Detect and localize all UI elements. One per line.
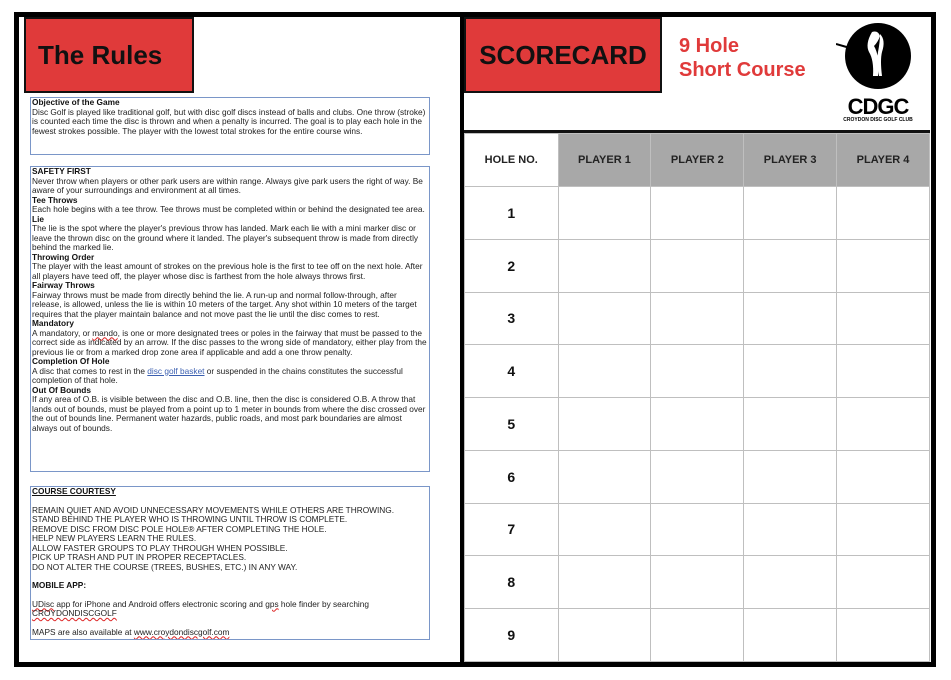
logo-text: CDGC	[847, 94, 909, 119]
website-link[interactable]: www.croydondiscgolf.com	[133, 626, 230, 637]
score-cell-player-4[interactable]	[837, 450, 930, 503]
gps-word: gps	[265, 598, 279, 609]
score-cell-player-2[interactable]	[651, 239, 744, 292]
score-cell-player-1[interactable]	[558, 398, 651, 451]
score-cell-player-4[interactable]	[837, 345, 930, 398]
completion-text-a: A disc that comes to rest in the	[32, 365, 148, 376]
hole-number: 9	[465, 609, 559, 662]
score-cell-player-3[interactable]	[744, 556, 837, 609]
disc-golf-basket-link[interactable]: disc golf basket	[147, 365, 205, 376]
club-logo	[836, 20, 920, 128]
objective-heading: Objective of the Game	[32, 97, 120, 107]
mandatory-text-a: A mandatory, or	[32, 327, 93, 338]
completion-text-b: or suspended in the chains constitutes the successful completion of that hole.	[32, 365, 403, 385]
table-row	[465, 556, 930, 609]
rule-heading: SAFETY FIRST	[32, 166, 91, 176]
mobile-text	[32, 600, 428, 619]
mandatory-heading: Mandatory	[32, 318, 74, 328]
courtesy-heading: COURSE COURTESY	[32, 486, 116, 496]
table-row	[465, 239, 930, 292]
table-row	[465, 450, 930, 503]
table-row	[465, 292, 930, 345]
scorecard-header-row	[465, 134, 930, 187]
courtesy-line: DO NOT ALTER THE COURSE (TREES, BUSHES, ETC.) IN ANY WAY.	[32, 561, 298, 572]
score-cell-player-3[interactable]	[744, 292, 837, 345]
header-player-1: PLAYER 1	[558, 134, 651, 187]
rule-heading: Tee Throws	[32, 194, 78, 205]
score-cell-player-4[interactable]	[837, 292, 930, 345]
courtesy-line: HELP NEW PLAYERS LEARN THE RULES.	[32, 533, 197, 543]
score-cell-player-2[interactable]	[651, 292, 744, 345]
hole-number: 4	[465, 345, 559, 398]
score-cell-player-1[interactable]	[558, 503, 651, 556]
udisc-word: UDisc	[32, 598, 55, 609]
rule-text: The lie is the spot where the player's previous throw has landed. Mark each lie with a mini marker disc or leave the thrown disc on the ground where it landed. The player's subsequent throw is made from directly behind the marked lie.	[32, 223, 419, 252]
scorecard-title: SCORECARD	[464, 17, 662, 93]
score-cell-player-1[interactable]	[558, 239, 651, 292]
hole-number: 3	[465, 292, 559, 345]
courtesy-box	[30, 486, 430, 640]
rule-text: Each hole begins with a tee throw. Tee throws must be completed within or behind the designated tee area.	[32, 204, 425, 214]
score-cell-player-3[interactable]	[744, 345, 837, 398]
completion-text	[32, 367, 428, 386]
score-cell-player-2[interactable]	[651, 556, 744, 609]
score-cell-player-1[interactable]	[558, 187, 651, 240]
score-cell-player-2[interactable]	[651, 345, 744, 398]
rule-text: The player with the least amount of strokes on the previous hole is the first to tee off on the next hole. After all players have teed off, the player whose disc is farthest from the hole always throws first.	[32, 261, 423, 281]
hole-number: 7	[465, 503, 559, 556]
rules-box	[30, 166, 430, 472]
score-cell-player-2[interactable]	[651, 187, 744, 240]
courtesy-line: REMOVE DISC FROM DISC POLE HOLE® AFTER COMPLETING THE HOLE.	[32, 523, 327, 534]
table-row	[465, 187, 930, 240]
score-cell-player-2[interactable]	[651, 609, 744, 662]
score-cell-player-4[interactable]	[837, 187, 930, 240]
score-cell-player-4[interactable]	[837, 609, 930, 662]
completion-heading: Completion Of Hole	[32, 356, 110, 366]
mobile-text-b: hole finder by searching	[278, 598, 370, 609]
objective-box	[30, 97, 430, 155]
score-cell-player-4[interactable]	[837, 398, 930, 451]
score-cell-player-4[interactable]	[837, 503, 930, 556]
score-cell-player-4[interactable]	[837, 239, 930, 292]
courtesy-line: ALLOW FASTER GROUPS TO PLAY THROUGH WHEN POSSIBLE.	[32, 542, 288, 553]
score-cell-player-2[interactable]	[651, 450, 744, 503]
score-cell-player-3[interactable]	[744, 187, 837, 240]
maps-text	[32, 628, 428, 638]
score-cell-player-3[interactable]	[744, 450, 837, 503]
hole-number: 2	[465, 239, 559, 292]
search-term: CROYDONDISCGOLF	[32, 608, 117, 618]
golfer-logo-icon	[836, 20, 920, 94]
mando-word: mando	[92, 327, 118, 338]
score-cell-player-3[interactable]	[744, 239, 837, 292]
rule-text: Fairway throws must be made from directly behind the lie. A run-up and normal follow-through, after release, is allowed, unless the lie is within 10 meters of the target. Any shot within 10 meters of the target requires that the player maintain balance and not move past the lie until the disc comes to rest.	[32, 289, 417, 319]
oob-heading: Out Of Bounds	[32, 384, 91, 395]
hole-number: 6	[465, 450, 559, 503]
logo-subtext: CROYDON DISC GOLF CLUB	[843, 117, 913, 123]
header-hole-no: HOLE NO.	[465, 134, 559, 187]
courtesy-line: PICK UP TRASH AND PUT IN PROPER RECEPTACLES.	[32, 552, 247, 562]
rule-text: Never throw when players or other park users are within range. Always give park users the right of way. Be aware of your surroundings and environment at all times.	[32, 175, 423, 195]
score-cell-player-2[interactable]	[651, 503, 744, 556]
rules-title: The Rules	[24, 17, 194, 93]
header-player-2: PLAYER 2	[651, 134, 744, 187]
score-cell-player-2[interactable]	[651, 398, 744, 451]
score-cell-player-1[interactable]	[558, 345, 651, 398]
oob-text: If any area of O.B. is visible between the disc and O.B. line, then the disc is considered O.B. A throw that lands out of bounds, must be played from a point up to 1 meter in bounds from where the disc crossed over the out of bounds line. Permanent water hazards, public roads, and most park boundaries are almost always out of bounds.	[32, 394, 426, 433]
maps-text-a: MAPS are also available at	[32, 626, 134, 637]
score-cell-player-1[interactable]	[558, 450, 651, 503]
table-row	[465, 503, 930, 556]
hole-number: 8	[465, 556, 559, 609]
hole-number: 1	[465, 187, 559, 240]
score-cell-player-1[interactable]	[558, 292, 651, 345]
rule-heading: Lie	[32, 213, 44, 224]
score-cell-player-1[interactable]	[558, 556, 651, 609]
mandatory-text	[32, 329, 428, 358]
header-player-4: PLAYER 4	[837, 134, 930, 187]
table-row	[465, 609, 930, 662]
mandatory-text-b: , is one or more designated trees or poles in the fairway that must be passed to the correct side as indicated by an arrow. If the disc passes to the wrong side of mandatory, either play from the previous lie or from a marked drop zone area if applicable and add a one throw penalty.	[32, 327, 427, 357]
rule-heading: Fairway Throws	[32, 280, 95, 290]
score-cell-player-3[interactable]	[744, 503, 837, 556]
score-cell-player-3[interactable]	[744, 609, 837, 662]
course-subtitle: 9 Hole Short Course	[679, 35, 806, 81]
table-row	[465, 345, 930, 398]
score-cell-player-3[interactable]	[744, 398, 837, 451]
mobile-text-a: app for iPhone and Android offers electronic scoring and	[54, 598, 266, 609]
table-row	[465, 398, 930, 451]
mobile-heading: MOBILE APP:	[32, 580, 87, 590]
score-cell-player-1[interactable]	[558, 609, 651, 662]
objective-text: Disc Golf is played like traditional golf, but with disc golf discs instead of balls and clubs. One throw (stroke) is counted each time the disc is thrown and when a penalty is incurred. The goal is to play each hole in the fewest strokes possible. The player with the lowest total strokes for the entire course wins.	[32, 106, 426, 136]
rule-heading: Throwing Order	[32, 251, 95, 262]
header-player-3: PLAYER 3	[744, 134, 837, 187]
courtesy-line: REMAIN QUIET AND AVOID UNNECESSARY MOVEMENTS WHILE OTHERS ARE THROWING.	[32, 504, 395, 515]
courtesy-line: STAND BEHIND THE PLAYER WHO IS THROWING UNTIL THROW IS COMPLETE.	[32, 514, 348, 524]
hole-number: 5	[465, 398, 559, 451]
score-cell-player-4[interactable]	[837, 556, 930, 609]
scorecard-table	[464, 133, 930, 662]
